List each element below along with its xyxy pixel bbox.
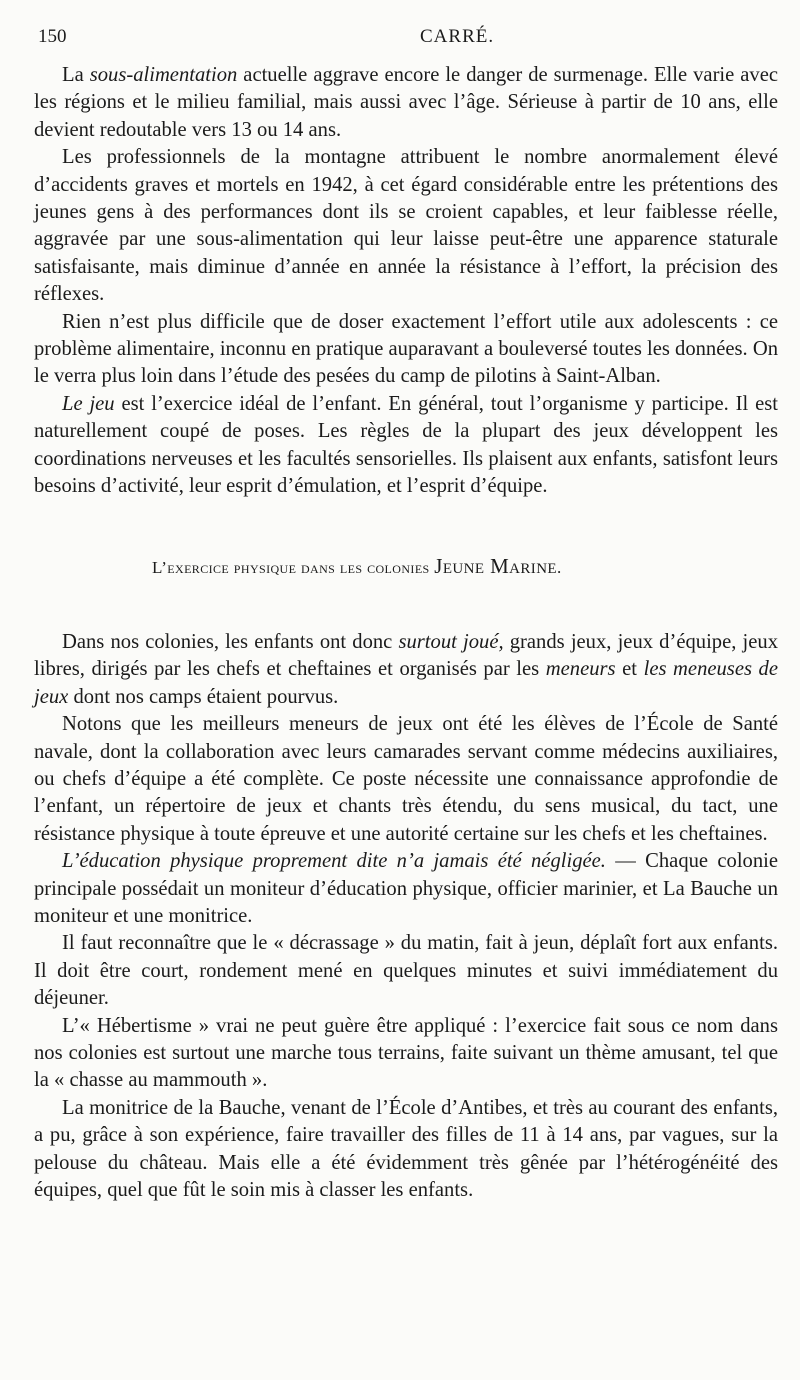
- paragraph-3: Rien n’est plus difficile que de doser exactement l’effort utile aux adolescents : ce problème alimentaire, inconnu en pratique auparavant a bouleversé toutes les données. On le verra plus loin dans l’étude des pesées du camp de pilotins à Saint-Alban.: [34, 310, 778, 388]
- running-header: [38, 26, 760, 52]
- page-body: [34, 62, 778, 1204]
- paragraph-10: La monitrice de la Bauche, venant de l’École d’Antibes, et très au courant des enfants, a pu, grâce à son expérience, faire travailler des filles de 11 à 14 ans, par vagues, sur la pelouse du château. Mais elle a été évidemment très gênée par l’hétérogénéité des équipes, quel que fût le soin mis à classer les enfants.: [34, 1096, 778, 1202]
- italic-term: sous-alimentation: [89, 64, 238, 86]
- text-run: est l’exercice idéal de l’enfant. En général, tout l’organisme y participe. Il est naturellement coupé de poses. Les règles de la plupart des jeux développent les coordinations nerveuses et les facultés sensorielles. Ils plaisent aux enfants, satisfont leurs besoins d’activité, leur esprit d’émulation, et l’esprit d’équipe.: [34, 392, 778, 498]
- italic-term: Le jeu: [62, 392, 115, 415]
- paragraph-5: [34, 629, 778, 711]
- text-run: dont nos camps étaient pourvus.: [68, 685, 339, 708]
- running-title: CARRÉ.: [420, 26, 495, 47]
- heading-text: .: [557, 557, 562, 577]
- heading-text: L’exercice physique dans les colonies: [152, 557, 435, 577]
- italic-term: les meneuses de jeux: [34, 658, 778, 708]
- text-run: et: [615, 658, 644, 681]
- paragraph-6: Notons que les meilleurs meneurs de jeux ont été les élèves de l’École de Santé navale, dont la collaboration avec leurs camarades servant comme médecins auxiliaires, ou chefs d’équipe a été complète. Ce poste nécessite une connaissance approfondie de l’enfant, un répertoire de jeux et chants très étendu, du sens musical, du tact, une résistance physique à toute épreuve et une autorité certaine sur les chefs et les cheftaines.: [34, 713, 778, 845]
- paragraph-1: [34, 62, 778, 144]
- page-number: 150: [38, 26, 67, 47]
- section-heading: [34, 553, 778, 581]
- paragraph-7: [34, 848, 778, 930]
- italic-term: surtout joué,: [398, 630, 504, 653]
- heading-emphasis: Jeune Marine: [434, 553, 557, 578]
- paragraph-8: Il faut reconnaître que le « décrassage » du matin, fait à jeun, déplaît fort aux enfants. Il doit être court, rondement mené en quelques minutes et suivi immédiatement du déjeuner.: [34, 932, 778, 1010]
- text-run: Dans nos colonies, les enfants ont donc: [62, 630, 399, 653]
- paragraph-2: Les professionnels de la montagne attribuent le nombre anormalement élevé d’accidents graves et mortels en 1942, à cet égard considérable entre les prétentions des jeunes gens à des performances dont ils se croient capables, et leur faiblesse réelle, aggravée par une sous-alimentation qui leur laisse peut-être une apparence staturale satisfaisante, mais diminue d’année en année la résistance à l’effort, la précision des réflexes.: [34, 146, 778, 306]
- text-run: grands jeux, jeux d’équipe, jeux libres, dirigés par les chefs et cheftaines et organisés par les: [34, 630, 778, 681]
- text-run: La: [62, 64, 90, 86]
- paragraph-9: L’« Hébertisme » vrai ne peut guère être appliqué : l’exercice fait sous ce nom dans nos colonies est surtout une marche tous terrains, faite suivant un thème amusant, tel que la « chasse au mammouth ».: [34, 1014, 778, 1092]
- text-run: — Chaque colonie principale possédait un moniteur d’éducation physique, officier marinier, et La Bauche un moniteur et une monitrice.: [34, 850, 778, 927]
- text-run: actuelle aggrave encore le danger de surmenage. Elle varie avec les régions et le milieu familial, mais aussi avec l’âge. Sérieuse à partir de 10 ans, elle devient redoutable vers 13 ou 14 ans.: [34, 64, 778, 141]
- italic-sentence: L’éducation physique proprement dite n’a jamais été négligée.: [62, 850, 606, 873]
- paragraph-4: [34, 391, 778, 501]
- italic-term: meneurs: [545, 658, 616, 681]
